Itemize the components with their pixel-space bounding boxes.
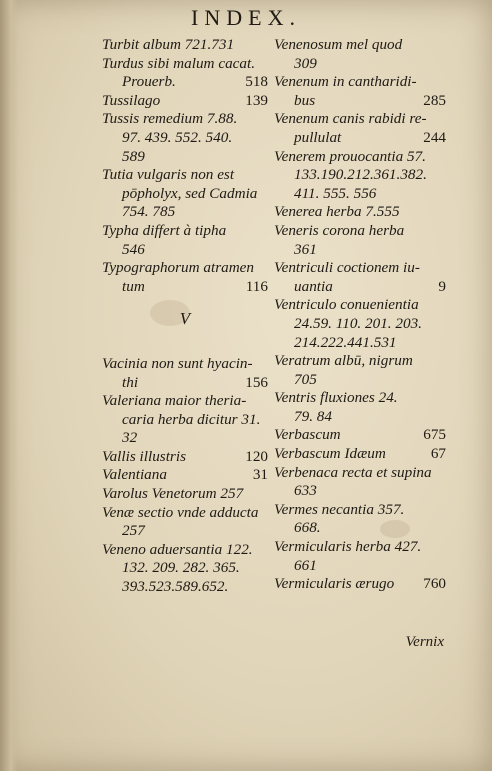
page-reference: 9 [438,277,446,295]
index-entry [274,259,446,296]
index-entry-line: 97. 439. 552. 540. [122,128,233,146]
index-entry-line: Vermicularis ærugo [274,575,395,593]
index-entry-line: Typographorum atramen [102,259,255,277]
page-reference: 518 [245,73,268,91]
index-entry [102,92,268,111]
index-entry-line: Veneno aduersantia 122. [102,540,253,558]
index-entry [102,485,268,504]
index-entry-line: 132. 209. 282. 365. [122,559,240,577]
page-reference: 67 [430,445,446,463]
index-entry-line: Ventriculo conuenientia [274,296,419,314]
index-entry [274,426,446,445]
index-entry-line: 661 [294,556,317,574]
index-entry-line: Ventris fluxiones 24. [274,389,398,407]
index-entry-line: 32 [122,429,138,447]
index-entry [274,352,446,389]
index-entry-line: 546 [122,240,145,258]
index-entry-line: Vermicularis herba 427. [274,538,422,556]
index-entry-line: 214.222.441.531 [294,333,397,351]
index-entry-line: Venerea herba 7.555 [274,203,400,221]
index-entry [102,541,268,597]
index-entry-line: Valeriana maior theria- [102,392,247,410]
index-entry-line: Valentiana [102,466,167,484]
index-entry-line: pullulat [294,128,342,146]
index-entry [274,73,446,110]
index-entry [274,445,446,464]
index-entry-line: Turdus sibi malum cacat. [102,54,256,72]
index-entry-line: thi [122,373,139,391]
left-column [102,36,268,597]
page-reference: 244 [423,128,446,146]
index-entry [102,504,268,541]
index-entry-line: 589 [122,147,145,165]
page-reference: 120 [245,447,268,465]
index-entry-line: Verbascum [274,426,341,444]
index-entry-line: 705 [294,370,317,388]
index-entry [274,464,446,501]
index-entry-line: Typha differt à tipha [102,221,227,239]
index-entry [274,36,446,73]
index-entry [102,259,268,296]
index-entry-line: bus [294,91,316,109]
index-entry-line: Venæ sectio vnde adducta [102,503,259,521]
page-reference: 675 [423,426,446,444]
index-entry [274,389,446,426]
index-entry-line: 24.59. 110. 201. 203. [294,314,422,332]
page-gutter-shadow [0,0,18,771]
index-entry-line: Verbenaca recta et supina [274,463,432,481]
index-entry-line: 393.523.589.652. [122,578,229,596]
index-entry-line: 411. 555. 556 [294,184,377,202]
index-entry [274,575,446,594]
index-entry-line: uantia [294,277,333,295]
index-entry-line: pōpholyx, sed Cadmia [122,184,258,202]
index-entry [102,392,268,448]
index-entry [274,222,446,259]
index-entry-line: 668. [294,519,321,537]
index-entry [102,222,268,259]
index-entry [274,296,446,352]
index-entry [274,203,446,222]
index-entry-line: 309 [294,54,317,72]
index-entry-line: Tussilago [102,91,161,109]
index-entry-line: Tussis remedium 7.88. [102,110,238,128]
index-entry [102,110,268,166]
index-entry [102,466,268,485]
index-entry-line: 79. 84 [294,407,332,425]
index-entry-line: Turbit album 721.731 [102,36,235,53]
index-entry-line: Venenum in cantharidi- [274,73,417,91]
index-entry [102,36,268,55]
page-reference: 156 [245,373,268,391]
index-entry [274,538,446,575]
index-entry-line: Venenosum mel quod [274,36,403,53]
index-entry [102,448,268,467]
page-header: INDEX. [191,5,301,30]
index-entry-line: Verbascum Idæum [274,445,386,463]
index-entry-line: caria herba dicitur 31. [122,410,261,428]
index-entry-line: Veratrum albū, nigrum [274,352,413,370]
left-entries-bottom [102,355,268,597]
page-reference: 285 [423,91,446,109]
page-reference: 116 [245,277,268,295]
index-entry-line: Venenum canis rabidi re- [274,110,427,128]
index-entry-line: Vermes necantia 357. [274,500,405,518]
page-reference: 139 [245,91,268,109]
section-letter: V [179,309,191,329]
left-entries-top [102,36,268,296]
index-entry-line: tum [122,277,145,295]
index-entry [274,501,446,538]
index-entry-line: 133.190.212.361.382. [294,166,427,184]
index-entry-line: Prouerb. [122,73,176,91]
index-entry-line: Vacinia non sunt hyacin- [102,354,253,372]
index-entry-line: Veneris corona herba [274,221,405,239]
catchword: Vernix [405,634,444,650]
index-entry [274,148,446,204]
index-entry-line: Varolus Venetorum 257 [102,485,244,503]
index-entry-line: Tutia vulgaris non est [102,166,235,184]
index-entry [274,110,446,147]
index-entry-line: Ventriculi coctionem iu- [274,259,420,277]
index-entry [102,355,268,392]
right-column [274,36,446,594]
index-entry-line: 633 [294,482,317,500]
page-reference: 31 [252,466,268,484]
index-entry [102,73,268,92]
index-entry [102,55,268,74]
index-entry-line: 361 [294,240,317,258]
right-entries [274,36,446,594]
index-entry-line: Venerem prouocantia 57. [274,147,426,165]
page-reference: 760 [423,575,446,593]
index-entry-line: 754. 785 [122,203,176,221]
index-entry-line: Vallis illustris [102,447,186,465]
index-entry [102,166,268,222]
index-entry-line: 257 [122,522,145,540]
